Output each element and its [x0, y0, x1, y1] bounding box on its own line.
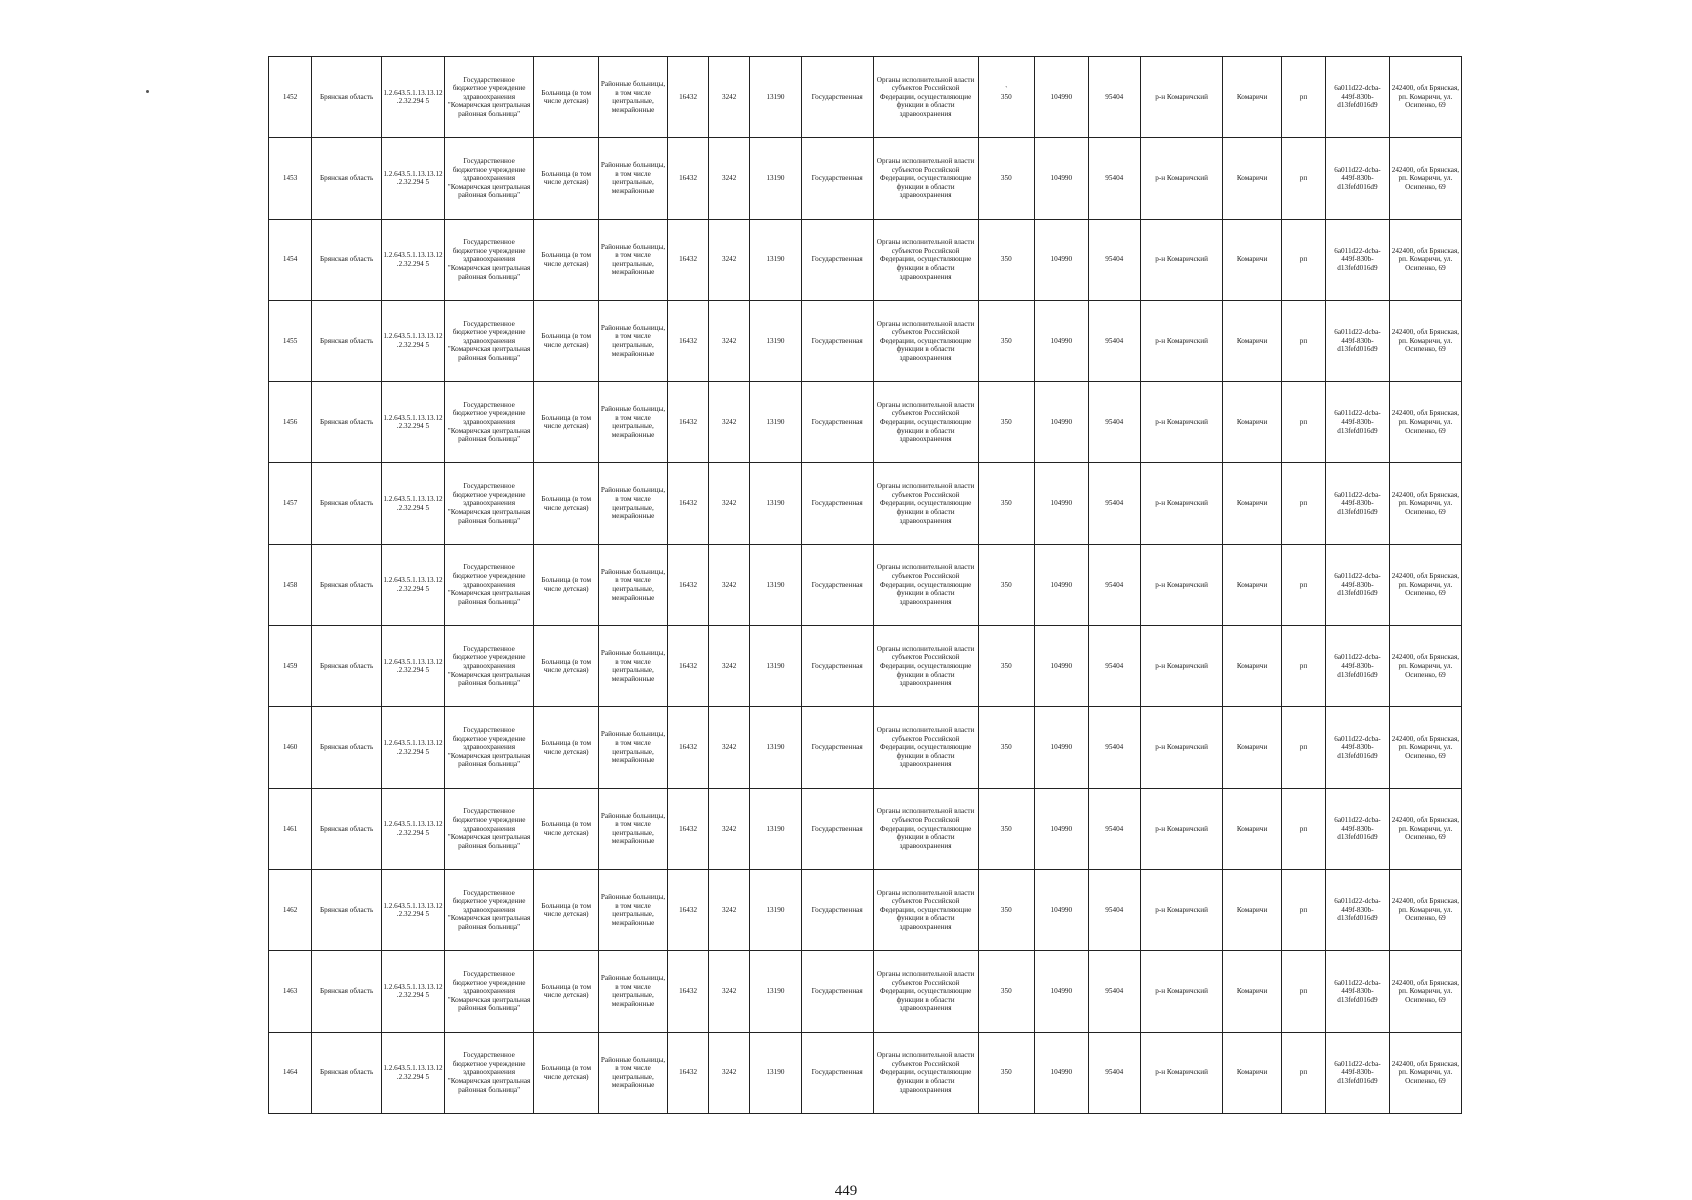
cell-institution-name: Государственное бюджетное учреждение здравоохранения "Комаричская центральная районная больница": [444, 57, 533, 138]
cell-count-2: 3242: [709, 219, 750, 300]
cell-locality-type: рп: [1281, 138, 1325, 219]
cell-institution-name: Государственное бюджетное учреждение здравоохранения "Комаричская центральная районная больница": [444, 951, 533, 1032]
cell-count-4: 350: [978, 707, 1035, 788]
table-row: [269, 1032, 1462, 1113]
cell-region: Брянская область: [312, 788, 382, 869]
cell-oid-code: 1.2.643.5.1.13.13.12.2.32.294 5: [382, 869, 445, 950]
cell-ownership: Государственная: [801, 869, 873, 950]
cell-address: 242400, обл Брянская, рп. Комаричи, ул. Осипенко, 69: [1389, 707, 1461, 788]
cell-count-3: 13190: [750, 463, 801, 544]
registry-sheet: [268, 56, 1462, 1114]
cell-count-4: 350: [978, 382, 1035, 463]
cell-facility-type: Больница (в том числе детская): [534, 463, 599, 544]
cell-facility-profile: Районные больницы, в том числе центральные, межрайонные: [599, 869, 668, 950]
cell-locality: Комаричи: [1223, 788, 1282, 869]
cell-address: 242400, обл Брянская, рп. Комаричи, ул. Осипенко, 69: [1389, 138, 1461, 219]
cell-facility-type: Больница (в том числе детская): [534, 1032, 599, 1113]
cell-authority: Органы исполнительной власти субъектов Российской Федерации, осуществляющие функции в области здравоохранения: [873, 788, 978, 869]
cell-facility-type: Больница (в том числе детская): [534, 951, 599, 1032]
cell-row-number: 1464: [269, 1032, 312, 1113]
cell-region: Брянская область: [312, 1032, 382, 1113]
cell-region: Брянская область: [312, 219, 382, 300]
cell-locality: Комаричи: [1223, 463, 1282, 544]
cell-fias-guid: 6a011d22-dcba-449f-830b-d13fefd016d9: [1326, 869, 1390, 950]
cell-region: Брянская область: [312, 951, 382, 1032]
cell-authority: Органы исполнительной власти субъектов Российской Федерации, осуществляющие функции в области здравоохранения: [873, 138, 978, 219]
cell-count-6: 95404: [1088, 219, 1140, 300]
cell-ownership: Государственная: [801, 544, 873, 625]
cell-district: р-н Комаричский: [1141, 869, 1223, 950]
cell-district: р-н Комаричский: [1141, 138, 1223, 219]
cell-ownership: Государственная: [801, 788, 873, 869]
cell-institution-name: Государственное бюджетное учреждение здравоохранения "Комаричская центральная районная больница": [444, 219, 533, 300]
cell-fias-guid: 6a011d22-dcba-449f-830b-d13fefd016d9: [1326, 463, 1390, 544]
cell-count-1: 16432: [667, 57, 708, 138]
cell-count-3: 13190: [750, 382, 801, 463]
cell-count-3: 13190: [750, 300, 801, 381]
cell-region: Брянская область: [312, 463, 382, 544]
cell-locality: Комаричи: [1223, 544, 1282, 625]
cell-count-3: 13190: [750, 138, 801, 219]
table-row: [269, 788, 1462, 869]
cell-region: Брянская область: [312, 300, 382, 381]
cell-institution-name: Государственное бюджетное учреждение здравоохранения "Комаричская центральная районная больница": [444, 138, 533, 219]
cell-row-number: 1453: [269, 138, 312, 219]
cell-fias-guid: 6a011d22-dcba-449f-830b-d13fefd016d9: [1326, 138, 1390, 219]
cell-count-1: 16432: [667, 382, 708, 463]
cell-authority: Органы исполнительной власти субъектов Российской Федерации, осуществляющие функции в области здравоохранения: [873, 869, 978, 950]
cell-ownership: Государственная: [801, 57, 873, 138]
cell-ownership: Государственная: [801, 626, 873, 707]
cell-facility-type: Больница (в том числе детская): [534, 626, 599, 707]
cell-district: р-н Комаричский: [1141, 626, 1223, 707]
cell-region: Брянская область: [312, 869, 382, 950]
cell-row-number: 1461: [269, 788, 312, 869]
cell-institution-name: Государственное бюджетное учреждение здравоохранения "Комаричская центральная районная больница": [444, 626, 533, 707]
cell-count-6: 95404: [1088, 138, 1140, 219]
scan-tick-mark: `: [1005, 85, 1008, 94]
cell-facility-profile: Районные больницы, в том числе центральные, межрайонные: [599, 300, 668, 381]
cell-count-1: 16432: [667, 788, 708, 869]
cell-count-4: 350: [978, 951, 1035, 1032]
cell-count-5: 104990: [1035, 219, 1088, 300]
cell-count-6: 95404: [1088, 544, 1140, 625]
cell-district: р-н Комаричский: [1141, 219, 1223, 300]
cell-address: 242400, обл Брянская, рп. Комаричи, ул. Осипенко, 69: [1389, 626, 1461, 707]
cell-institution-name: Государственное бюджетное учреждение здравоохранения "Комаричская центральная районная больница": [444, 788, 533, 869]
cell-oid-code: 1.2.643.5.1.13.13.12.2.32.294 5: [382, 544, 445, 625]
cell-oid-code: 1.2.643.5.1.13.13.12.2.32.294 5: [382, 300, 445, 381]
cell-fias-guid: 6a011d22-dcba-449f-830b-d13fefd016d9: [1326, 57, 1390, 138]
cell-facility-profile: Районные больницы, в том числе центральные, межрайонные: [599, 219, 668, 300]
cell-count-3: 13190: [750, 57, 801, 138]
cell-facility-type: Больница (в том числе детская): [534, 219, 599, 300]
cell-oid-code: 1.2.643.5.1.13.13.12.2.32.294 5: [382, 788, 445, 869]
cell-count-5: 104990: [1035, 788, 1088, 869]
cell-address: 242400, обл Брянская, рп. Комаричи, ул. Осипенко, 69: [1389, 951, 1461, 1032]
cell-district: р-н Комаричский: [1141, 1032, 1223, 1113]
cell-facility-profile: Районные больницы, в том числе центральные, межрайонные: [599, 57, 668, 138]
cell-count-1: 16432: [667, 626, 708, 707]
cell-facility-type: Больница (в том числе детская): [534, 138, 599, 219]
table-row: [269, 463, 1462, 544]
page-number: 449: [834, 1183, 858, 1199]
cell-count-2: 3242: [709, 382, 750, 463]
cell-count-6: 95404: [1088, 951, 1140, 1032]
cell-locality: Комаричи: [1223, 382, 1282, 463]
cell-locality: Комаричи: [1223, 626, 1282, 707]
cell-count-5: 104990: [1035, 707, 1088, 788]
cell-count-6: 95404: [1088, 707, 1140, 788]
cell-fias-guid: 6a011d22-dcba-449f-830b-d13fefd016d9: [1326, 1032, 1390, 1113]
cell-authority: Органы исполнительной власти субъектов Российской Федерации, осуществляющие функции в области здравоохранения: [873, 626, 978, 707]
cell-facility-type: Больница (в том числе детская): [534, 544, 599, 625]
cell-authority: Органы исполнительной власти субъектов Российской Федерации, осуществляющие функции в области здравоохранения: [873, 463, 978, 544]
cell-institution-name: Государственное бюджетное учреждение здравоохранения "Комаричская центральная районная больница": [444, 463, 533, 544]
cell-region: Брянская область: [312, 707, 382, 788]
cell-row-number: 1458: [269, 544, 312, 625]
cell-address: 242400, обл Брянская, рп. Комаричи, ул. Осипенко, 69: [1389, 219, 1461, 300]
cell-count-5: 104990: [1035, 544, 1088, 625]
cell-count-6: 95404: [1088, 869, 1140, 950]
table-row: [269, 382, 1462, 463]
cell-locality-type: рп: [1281, 219, 1325, 300]
cell-district: р-н Комаричский: [1141, 57, 1223, 138]
cell-address: 242400, обл Брянская, рп. Комаричи, ул. Осипенко, 69: [1389, 300, 1461, 381]
cell-row-number: 1463: [269, 951, 312, 1032]
cell-locality: Комаричи: [1223, 1032, 1282, 1113]
cell-locality-type: рп: [1281, 382, 1325, 463]
cell-fias-guid: 6a011d22-dcba-449f-830b-d13fefd016d9: [1326, 382, 1390, 463]
scan-speck: [146, 90, 149, 93]
cell-address: 242400, обл Брянская, рп. Комаричи, ул. Осипенко, 69: [1389, 1032, 1461, 1113]
cell-address: 242400, обл Брянская, рп. Комаричи, ул. Осипенко, 69: [1389, 788, 1461, 869]
cell-count-4: 350: [978, 544, 1035, 625]
cell-count-1: 16432: [667, 219, 708, 300]
cell-count-5: 104990: [1035, 626, 1088, 707]
cell-row-number: 1452: [269, 57, 312, 138]
cell-ownership: Государственная: [801, 219, 873, 300]
cell-institution-name: Государственное бюджетное учреждение здравоохранения "Комаричская центральная районная больница": [444, 300, 533, 381]
cell-address: 242400, обл Брянская, рп. Комаричи, ул. Осипенко, 69: [1389, 869, 1461, 950]
cell-count-4: 350: [978, 626, 1035, 707]
cell-count-4: 350: [978, 300, 1035, 381]
cell-oid-code: 1.2.643.5.1.13.13.12.2.32.294 5: [382, 382, 445, 463]
cell-count-1: 16432: [667, 138, 708, 219]
cell-district: р-н Комаричский: [1141, 300, 1223, 381]
cell-count-2: 3242: [709, 869, 750, 950]
cell-count-4: 350: [978, 869, 1035, 950]
cell-region: Брянская область: [312, 138, 382, 219]
cell-locality: Комаричи: [1223, 951, 1282, 1032]
cell-authority: Органы исполнительной власти субъектов Российской Федерации, осуществляющие функции в области здравоохранения: [873, 382, 978, 463]
cell-district: р-н Комаричский: [1141, 463, 1223, 544]
cell-oid-code: 1.2.643.5.1.13.13.12.2.32.294 5: [382, 951, 445, 1032]
table-row: [269, 138, 1462, 219]
cell-district: р-н Комаричский: [1141, 382, 1223, 463]
cell-facility-type: Больница (в том числе детская): [534, 57, 599, 138]
cell-facility-profile: Районные больницы, в том числе центральные, межрайонные: [599, 1032, 668, 1113]
registry-table: [268, 56, 1462, 1114]
cell-row-number: 1459: [269, 626, 312, 707]
cell-authority: Органы исполнительной власти субъектов Российской Федерации, осуществляющие функции в области здравоохранения: [873, 951, 978, 1032]
cell-institution-name: Государственное бюджетное учреждение здравоохранения "Комаричская центральная районная больница": [444, 544, 533, 625]
cell-locality-type: рп: [1281, 544, 1325, 625]
cell-locality-type: рп: [1281, 626, 1325, 707]
cell-ownership: Государственная: [801, 300, 873, 381]
table-row: [269, 544, 1462, 625]
cell-fias-guid: 6a011d22-dcba-449f-830b-d13fefd016d9: [1326, 707, 1390, 788]
cell-region: Брянская область: [312, 544, 382, 625]
cell-count-2: 3242: [709, 57, 750, 138]
cell-oid-code: 1.2.643.5.1.13.13.12.2.32.294 5: [382, 138, 445, 219]
cell-fias-guid: 6a011d22-dcba-449f-830b-d13fefd016d9: [1326, 788, 1390, 869]
cell-locality: Комаричи: [1223, 57, 1282, 138]
cell-row-number: 1460: [269, 707, 312, 788]
cell-row-number: 1456: [269, 382, 312, 463]
cell-count-2: 3242: [709, 788, 750, 869]
cell-count-3: 13190: [750, 951, 801, 1032]
cell-ownership: Государственная: [801, 382, 873, 463]
cell-count-3: 13190: [750, 626, 801, 707]
cell-facility-profile: Районные больницы, в том числе центральные, межрайонные: [599, 544, 668, 625]
cell-locality-type: рп: [1281, 951, 1325, 1032]
cell-facility-profile: Районные больницы, в том числе центральные, межрайонные: [599, 463, 668, 544]
cell-count-3: 13190: [750, 1032, 801, 1113]
cell-count-3: 13190: [750, 219, 801, 300]
cell-count-6: 95404: [1088, 57, 1140, 138]
cell-count-1: 16432: [667, 463, 708, 544]
cell-fias-guid: 6a011d22-dcba-449f-830b-d13fefd016d9: [1326, 951, 1390, 1032]
cell-ownership: Государственная: [801, 138, 873, 219]
cell-oid-code: 1.2.643.5.1.13.13.12.2.32.294 5: [382, 463, 445, 544]
cell-fias-guid: 6a011d22-dcba-449f-830b-d13fefd016d9: [1326, 300, 1390, 381]
cell-locality-type: рп: [1281, 463, 1325, 544]
cell-count-1: 16432: [667, 707, 708, 788]
cell-count-1: 16432: [667, 869, 708, 950]
cell-district: р-н Комаричский: [1141, 951, 1223, 1032]
cell-address: 242400, обл Брянская, рп. Комаричи, ул. Осипенко, 69: [1389, 57, 1461, 138]
cell-fias-guid: 6a011d22-dcba-449f-830b-d13fefd016d9: [1326, 544, 1390, 625]
cell-ownership: Государственная: [801, 707, 873, 788]
cell-count-6: 95404: [1088, 788, 1140, 869]
cell-count-1: 16432: [667, 300, 708, 381]
cell-count-5: 104990: [1035, 1032, 1088, 1113]
cell-authority: Органы исполнительной власти субъектов Российской Федерации, осуществляющие функции в области здравоохранения: [873, 544, 978, 625]
cell-region: Брянская область: [312, 382, 382, 463]
cell-facility-profile: Районные больницы, в том числе центральные, межрайонные: [599, 382, 668, 463]
cell-count-6: 95404: [1088, 626, 1140, 707]
cell-district: р-н Комаричский: [1141, 788, 1223, 869]
cell-count-6: 95404: [1088, 300, 1140, 381]
cell-count-6: 95404: [1088, 382, 1140, 463]
cell-institution-name: Государственное бюджетное учреждение здравоохранения "Комаричская центральная районная больница": [444, 869, 533, 950]
cell-authority: Органы исполнительной власти субъектов Российской Федерации, осуществляющие функции в области здравоохранения: [873, 1032, 978, 1113]
cell-count-1: 16432: [667, 544, 708, 625]
cell-locality: Комаричи: [1223, 300, 1282, 381]
cell-facility-profile: Районные больницы, в том числе центральные, межрайонные: [599, 788, 668, 869]
cell-count-4: 350: [978, 788, 1035, 869]
cell-locality: Комаричи: [1223, 707, 1282, 788]
cell-count-2: 3242: [709, 707, 750, 788]
cell-authority: Органы исполнительной власти субъектов Российской Федерации, осуществляющие функции в области здравоохранения: [873, 57, 978, 138]
cell-count-3: 13190: [750, 544, 801, 625]
cell-locality-type: рп: [1281, 788, 1325, 869]
cell-fias-guid: 6a011d22-dcba-449f-830b-d13fefd016d9: [1326, 626, 1390, 707]
cell-count-2: 3242: [709, 544, 750, 625]
cell-region: Брянская область: [312, 626, 382, 707]
table-row: [269, 626, 1462, 707]
cell-count-4: 350: [978, 219, 1035, 300]
cell-row-number: 1454: [269, 219, 312, 300]
cell-count-5: 104990: [1035, 869, 1088, 950]
table-row: [269, 57, 1462, 138]
cell-count-5: 104990: [1035, 138, 1088, 219]
table-row: [269, 869, 1462, 950]
cell-institution-name: Государственное бюджетное учреждение здравоохранения "Комаричская центральная районная больница": [444, 382, 533, 463]
cell-facility-profile: Районные больницы, в том числе центральные, межрайонные: [599, 707, 668, 788]
cell-locality: Комаричи: [1223, 219, 1282, 300]
cell-row-number: 1457: [269, 463, 312, 544]
cell-count-5: 104990: [1035, 382, 1088, 463]
cell-count-4: 350: [978, 1032, 1035, 1113]
cell-oid-code: 1.2.643.5.1.13.13.12.2.32.294 5: [382, 219, 445, 300]
cell-count-1: 16432: [667, 1032, 708, 1113]
cell-locality: Комаричи: [1223, 869, 1282, 950]
cell-facility-profile: Районные больницы, в том числе центральные, межрайонные: [599, 951, 668, 1032]
cell-count-2: 3242: [709, 463, 750, 544]
cell-oid-code: 1.2.643.5.1.13.13.12.2.32.294 5: [382, 1032, 445, 1113]
cell-count-6: 95404: [1088, 463, 1140, 544]
cell-ownership: Государственная: [801, 463, 873, 544]
cell-count-2: 3242: [709, 138, 750, 219]
cell-oid-code: 1.2.643.5.1.13.13.12.2.32.294 5: [382, 626, 445, 707]
cell-facility-type: Больница (в том числе детская): [534, 788, 599, 869]
cell-authority: Органы исполнительной власти субъектов Российской Федерации, осуществляющие функции в области здравоохранения: [873, 300, 978, 381]
cell-count-3: 13190: [750, 788, 801, 869]
cell-facility-profile: Районные больницы, в том числе центральные, межрайонные: [599, 138, 668, 219]
cell-count-5: 104990: [1035, 463, 1088, 544]
cell-locality-type: рп: [1281, 869, 1325, 950]
cell-count-4: 350: [978, 57, 1035, 138]
cell-locality-type: рп: [1281, 707, 1325, 788]
cell-count-2: 3242: [709, 626, 750, 707]
cell-address: 242400, обл Брянская, рп. Комаричи, ул. Осипенко, 69: [1389, 382, 1461, 463]
cell-count-2: 3242: [709, 951, 750, 1032]
cell-count-4: 350: [978, 138, 1035, 219]
cell-institution-name: Государственное бюджетное учреждение здравоохранения "Комаричская центральная районная больница": [444, 1032, 533, 1113]
cell-institution-name: Государственное бюджетное учреждение здравоохранения "Комаричская центральная районная больница": [444, 707, 533, 788]
cell-count-1: 16432: [667, 951, 708, 1032]
cell-ownership: Государственная: [801, 951, 873, 1032]
table-row: [269, 219, 1462, 300]
cell-facility-type: Больница (в том числе детская): [534, 869, 599, 950]
cell-row-number: 1455: [269, 300, 312, 381]
cell-facility-type: Больница (в том числе детская): [534, 382, 599, 463]
cell-locality-type: рп: [1281, 57, 1325, 138]
cell-oid-code: 1.2.643.5.1.13.13.12.2.32.294 5: [382, 57, 445, 138]
cell-address: 242400, обл Брянская, рп. Комаричи, ул. Осипенко, 69: [1389, 463, 1461, 544]
cell-count-5: 104990: [1035, 951, 1088, 1032]
cell-count-3: 13190: [750, 707, 801, 788]
cell-facility-type: Больница (в том числе детская): [534, 300, 599, 381]
cell-count-4: 350: [978, 463, 1035, 544]
cell-count-3: 13190: [750, 869, 801, 950]
cell-address: 242400, обл Брянская, рп. Комаричи, ул. Осипенко, 69: [1389, 544, 1461, 625]
cell-count-2: 3242: [709, 300, 750, 381]
cell-facility-type: Больница (в том числе детская): [534, 707, 599, 788]
cell-region: Брянская область: [312, 57, 382, 138]
cell-count-5: 104990: [1035, 300, 1088, 381]
table-row: [269, 300, 1462, 381]
cell-locality: Комаричи: [1223, 138, 1282, 219]
cell-locality-type: рп: [1281, 1032, 1325, 1113]
cell-district: р-н Комаричский: [1141, 544, 1223, 625]
cell-count-6: 95404: [1088, 1032, 1140, 1113]
cell-ownership: Государственная: [801, 1032, 873, 1113]
cell-authority: Органы исполнительной власти субъектов Российской Федерации, осуществляющие функции в области здравоохранения: [873, 707, 978, 788]
cell-row-number: 1462: [269, 869, 312, 950]
cell-count-5: 104990: [1035, 57, 1088, 138]
table-row: [269, 951, 1462, 1032]
cell-facility-profile: Районные больницы, в том числе центральные, межрайонные: [599, 626, 668, 707]
cell-locality-type: рп: [1281, 300, 1325, 381]
cell-count-2: 3242: [709, 1032, 750, 1113]
cell-oid-code: 1.2.643.5.1.13.13.12.2.32.294 5: [382, 707, 445, 788]
cell-fias-guid: 6a011d22-dcba-449f-830b-d13fefd016d9: [1326, 219, 1390, 300]
cell-authority: Органы исполнительной власти субъектов Российской Федерации, осуществляющие функции в области здравоохранения: [873, 219, 978, 300]
table-row: [269, 707, 1462, 788]
cell-district: р-н Комаричский: [1141, 707, 1223, 788]
registry-rows: [269, 57, 1462, 1114]
